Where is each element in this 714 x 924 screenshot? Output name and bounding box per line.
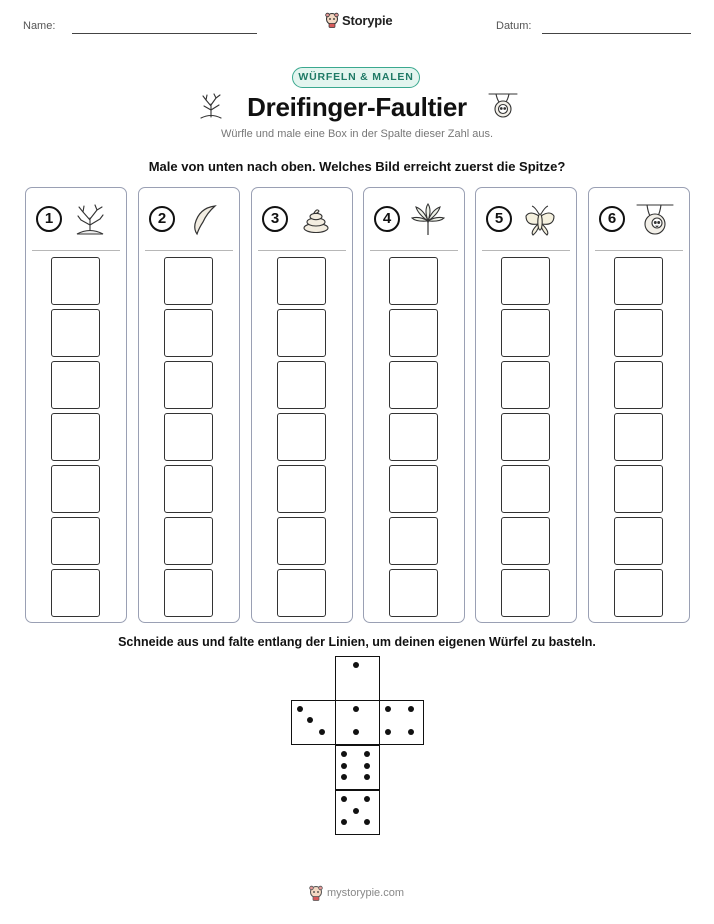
footer-url: mystorypie.com <box>327 887 405 899</box>
column-4 <box>363 187 465 623</box>
column-number: 3 <box>262 206 288 232</box>
column-number: 5 <box>486 206 512 232</box>
coloring-box[interactable] <box>501 569 550 617</box>
leaf-icon <box>410 202 446 238</box>
subtitle: Würfle und male eine Box in der Spalte dieser Zahl aus. <box>220 128 494 140</box>
storypie-mascot-icon <box>309 885 323 901</box>
moth-icon <box>522 202 558 238</box>
coloring-box[interactable] <box>389 257 438 305</box>
die-pip <box>319 729 325 735</box>
die-pip <box>364 751 370 757</box>
die-pip <box>341 774 347 780</box>
die-pip <box>364 819 370 825</box>
coloring-box[interactable] <box>51 309 100 357</box>
die-pip <box>353 706 359 712</box>
coloring-box[interactable] <box>389 413 438 461</box>
die-pip <box>341 763 347 769</box>
die-pip <box>341 751 347 757</box>
coloring-box[interactable] <box>614 517 663 565</box>
coloring-box[interactable] <box>164 257 213 305</box>
coloring-box[interactable] <box>614 361 663 409</box>
column-5 <box>475 187 577 623</box>
name-label: Name: <box>23 20 56 32</box>
die-face-bottom <box>335 790 380 835</box>
coloring-box[interactable] <box>164 309 213 357</box>
coloring-box[interactable] <box>164 465 213 513</box>
coloring-box[interactable] <box>277 569 326 617</box>
column-2 <box>138 187 240 623</box>
column-divider <box>32 250 120 251</box>
coloring-box[interactable] <box>614 309 663 357</box>
die-pip <box>408 706 414 712</box>
sloth-icon <box>487 90 519 122</box>
die-pip <box>341 796 347 802</box>
coloring-box[interactable] <box>614 569 663 617</box>
die-pip <box>364 796 370 802</box>
die-pip <box>353 808 359 814</box>
coloring-box[interactable] <box>614 257 663 305</box>
coloring-box[interactable] <box>501 517 550 565</box>
die-pip <box>353 729 359 735</box>
die-pip <box>364 774 370 780</box>
coloring-box[interactable] <box>389 361 438 409</box>
die-face-top <box>335 656 380 701</box>
coloring-box[interactable] <box>51 257 100 305</box>
poop-icon <box>298 202 334 238</box>
die-face-lower <box>335 745 380 790</box>
coloring-box[interactable] <box>501 465 550 513</box>
column-3 <box>251 187 353 623</box>
coral-icon <box>72 202 108 238</box>
column-number: 2 <box>149 206 175 232</box>
coloring-box[interactable] <box>164 413 213 461</box>
column-number: 1 <box>36 206 62 232</box>
coloring-box[interactable] <box>501 257 550 305</box>
die-pip <box>297 706 303 712</box>
die-pip <box>385 729 391 735</box>
column-1 <box>25 187 127 623</box>
coloring-box[interactable] <box>51 569 100 617</box>
column-divider <box>595 250 683 251</box>
coloring-box[interactable] <box>51 413 100 461</box>
storypie-logo <box>325 12 392 28</box>
die-pip <box>353 662 359 668</box>
sloth-icon <box>635 202 675 238</box>
storypie-mascot-icon <box>325 12 339 28</box>
logo-text: Storypie <box>342 12 393 28</box>
column-divider <box>145 250 233 251</box>
die-pip <box>307 717 313 723</box>
coloring-box[interactable] <box>501 361 550 409</box>
column-6 <box>588 187 690 623</box>
coloring-box[interactable] <box>164 361 213 409</box>
name-line <box>72 33 257 34</box>
sloth-claw-icon <box>185 202 221 238</box>
coloring-box[interactable] <box>277 309 326 357</box>
coloring-box[interactable] <box>389 569 438 617</box>
coloring-box[interactable] <box>51 517 100 565</box>
die-pip <box>364 763 370 769</box>
coloring-box[interactable] <box>277 517 326 565</box>
die-face-right <box>379 700 424 745</box>
coloring-box[interactable] <box>501 309 550 357</box>
die-face-left <box>291 700 336 745</box>
date-label: Datum: <box>496 20 532 32</box>
category-badge: WÜRFELN & MALEN <box>292 67 420 88</box>
column-divider <box>370 250 458 251</box>
column-divider <box>258 250 346 251</box>
coloring-box[interactable] <box>277 465 326 513</box>
coloring-box[interactable] <box>389 517 438 565</box>
coloring-box[interactable] <box>277 413 326 461</box>
footer <box>309 885 404 901</box>
coloring-box[interactable] <box>389 465 438 513</box>
coloring-box[interactable] <box>501 413 550 461</box>
column-number: 4 <box>374 206 400 232</box>
die-pip <box>408 729 414 735</box>
coloring-box[interactable] <box>614 413 663 461</box>
coloring-box[interactable] <box>164 569 213 617</box>
coloring-box[interactable] <box>614 465 663 513</box>
column-divider <box>482 250 570 251</box>
coloring-box[interactable] <box>51 361 100 409</box>
cut-instruction: Schneide aus und falte entlang der Linien, um deinen eigenen Würfel zu basteln. <box>118 635 596 649</box>
coloring-box[interactable] <box>51 465 100 513</box>
coloring-box[interactable] <box>389 309 438 357</box>
coloring-box[interactable] <box>164 517 213 565</box>
coloring-box[interactable] <box>277 257 326 305</box>
page-title: Dreifinger-Faultier <box>247 92 467 122</box>
coloring-box[interactable] <box>277 361 326 409</box>
date-line <box>542 33 691 34</box>
die-face-center <box>335 700 380 745</box>
column-number: 6 <box>599 206 625 232</box>
die-pip <box>385 706 391 712</box>
die-pip <box>341 819 347 825</box>
instruction-text: Male von unten nach oben. Welches Bild erreicht zuerst die Spitze? <box>148 159 566 174</box>
